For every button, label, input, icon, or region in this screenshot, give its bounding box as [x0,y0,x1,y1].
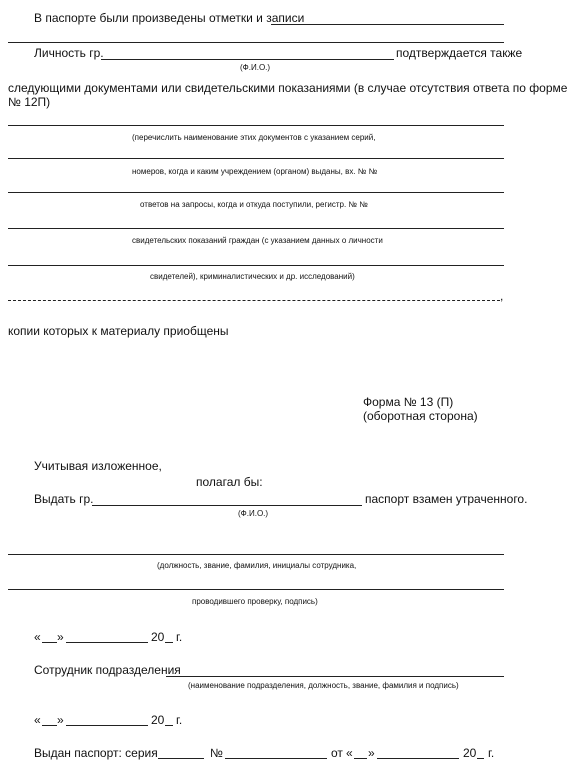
officer-caption-1: (должность, звание, фамилия, инициалы сотрудника, [157,561,357,570]
officer-caption-2: проводившего проверку, подпись) [192,597,318,606]
date2-close-quote: » [57,713,64,727]
documents-caption-1: (перечислить наименование этих документов с указанием серий, [132,133,376,142]
identity-fio-caption: (Ф.И.О.) [240,63,271,72]
issued-month-field[interactable] [377,758,459,759]
issued-number-label: № [210,746,223,760]
documents-field-4[interactable] [8,228,504,229]
documents-field-1[interactable] [8,125,504,126]
considering-text: Учитывая изложенное, [34,459,162,473]
identity-label: Личность гр. [34,46,104,60]
passport-marks-field[interactable] [271,24,504,25]
date1-close-quote: » [57,630,64,644]
documents-caption-5: свидетелей), криминалистических и др. исследований) [150,272,355,281]
documents-caption-4: свидетельских показаний граждан (с указанием данных о личности [132,236,383,245]
documents-field-2[interactable] [8,158,504,159]
date2-year-field[interactable] [165,725,173,726]
issued-year: 20 [463,746,477,760]
issue-tail: паспорт взамен утраченного. [365,492,528,506]
form-side: (оборотная сторона) [363,409,478,423]
passport-marks-field-2[interactable] [8,42,504,43]
attached-text: копии которых к материалу приобщены [8,324,229,338]
division-officer-caption: (наименование подразделения, должность, звание, фамилия и подпись) [188,681,459,690]
date1-suffix: г. [176,630,183,644]
date2-day-field[interactable] [42,725,57,726]
issued-number-field[interactable] [225,758,327,759]
identity-name-field[interactable] [101,59,394,60]
would-propose-text: полагал бы: [196,475,263,489]
issued-year-field[interactable] [477,758,484,759]
date1-year-field[interactable] [165,642,173,643]
form-number: Форма № 13 (П) [363,395,454,409]
issued-label: Выдан паспорт: серия [34,746,158,760]
date1-month-field[interactable] [66,642,148,643]
issued-from-label: от [331,746,343,760]
issued-series-field[interactable] [158,758,204,759]
issued-day-field[interactable] [354,758,367,759]
documents-caption-2: номеров, когда и каким учреждением (органом) выданы, вх. № № [132,167,378,176]
date1-year: 20 [151,630,165,644]
issue-name-field[interactable] [92,505,362,506]
issue-fio-caption: (Ф.И.О.) [238,509,269,518]
documents-field-6[interactable] [8,300,500,301]
officer-field-1[interactable] [8,554,504,555]
date2-month-field[interactable] [66,725,148,726]
date1-day-field[interactable] [42,642,57,643]
docs-text-line1: следующими документами или свидетельскими показаниями (в случае отсутствия ответа по форме [8,81,567,95]
passport-marks-label: В паспорте были произведены отметки и записи [34,11,305,25]
identity-tail: подтверждается также [396,46,523,60]
date1-open-quote: « [34,630,41,644]
documents-field-5[interactable] [8,265,504,266]
documents-field-3[interactable] [8,192,504,193]
trailing-comma: , [500,289,504,303]
division-officer-field[interactable] [166,676,504,677]
officer-field-2[interactable] [8,589,504,590]
documents-caption-3: ответов на запросы, когда и откуда поступили, регистр. № № [140,200,368,209]
date2-year: 20 [151,713,165,727]
issued-close-quote: » [368,746,375,760]
date2-suffix: г. [176,713,183,727]
docs-text-line2: № 12П) [8,95,51,109]
issued-open-quote: « [346,746,353,760]
division-officer-label: Сотрудник подразделения [34,663,181,677]
date2-open-quote: « [34,713,41,727]
issued-suffix: г. [488,746,495,760]
issue-label: Выдать гр. [34,492,94,506]
